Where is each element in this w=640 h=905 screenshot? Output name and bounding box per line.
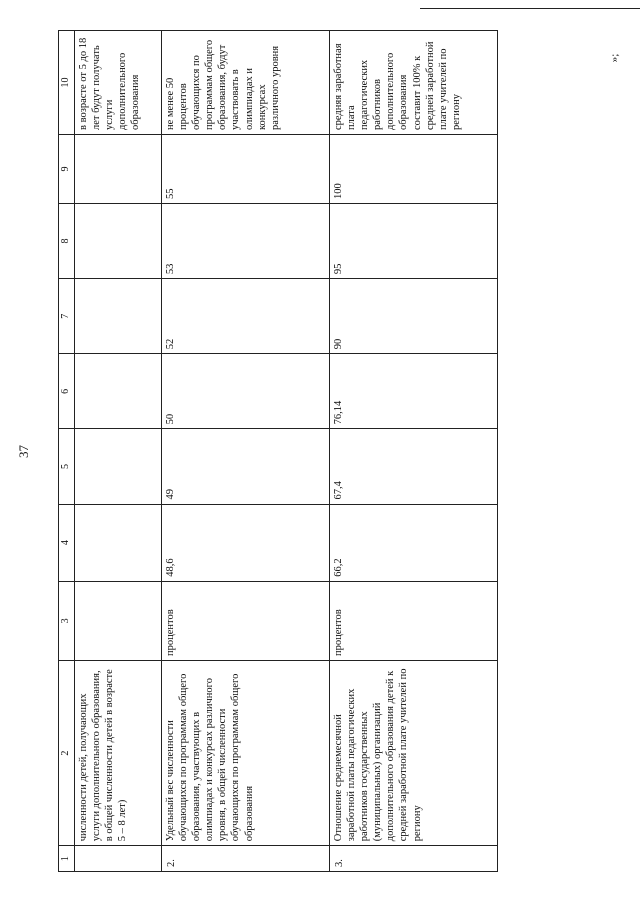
row-number: 3.: [329, 846, 497, 872]
closing-quote-mark: »;: [608, 53, 621, 63]
value-col-4: 48,6: [161, 504, 329, 581]
value-col-5: 49: [161, 429, 329, 504]
expected-result: не менее 50 процентов обучающихся по программам общего образования, будут участвовать в олимпиадах и конкурсах различного уровня: [161, 31, 329, 135]
table-row: [329, 31, 497, 872]
expected-result: средняя заработная плата педагогических работников дополнительного образования составит 100% к средней заработной плате учителей по региону: [329, 31, 497, 135]
rotated-table-area: [16, 30, 498, 872]
header-col-3: 3: [59, 581, 75, 660]
value-col-5: 67,4: [329, 429, 497, 504]
value-col-6: [74, 354, 161, 429]
indicator-name: численности детей, получающих услуги дополнительного образования, в общей численности детей в возрасте 5 – 8 лет): [74, 660, 161, 845]
value-col-6: 50: [161, 354, 329, 429]
table-row: [74, 31, 161, 872]
indicators-table: [58, 30, 498, 872]
row-number: [74, 846, 161, 872]
value-col-8: 53: [161, 203, 329, 278]
unit: [74, 581, 161, 660]
header-col-7: 7: [59, 279, 75, 354]
value-col-8: 95: [329, 203, 497, 278]
value-col-7: 90: [329, 279, 497, 354]
value-col-9: 100: [329, 135, 497, 204]
header-col-2: 2: [59, 660, 75, 845]
header-col-5: 5: [59, 429, 75, 504]
value-col-9: 55: [161, 135, 329, 204]
header-row: [59, 31, 75, 872]
unit: процентов: [329, 581, 497, 660]
top-border-line: [420, 8, 640, 9]
value-col-9: [74, 135, 161, 204]
value-col-7: 52: [161, 279, 329, 354]
header-col-9: 9: [59, 135, 75, 204]
header-col-1: 1: [59, 846, 75, 872]
table-row: [161, 31, 329, 872]
header-col-8: 8: [59, 203, 75, 278]
header-col-4: 4: [59, 504, 75, 581]
value-col-4: [74, 504, 161, 581]
indicator-name: Отношение среднемесячной заработной платы педагогических работников государственных (муниципальных) организаций дополнительного образования детей к средней заработной плате учителей по региону: [329, 660, 497, 845]
value-col-5: [74, 429, 161, 504]
indicator-name: Удельный вес численности обучающихся по программам общего образования, участвующих в олимпиадах и конкурсах различного уровня, в общей численности обучающихся по программам общего образования: [161, 660, 329, 845]
header-col-10: 10: [59, 31, 75, 135]
value-col-7: [74, 279, 161, 354]
row-number: 2.: [161, 846, 329, 872]
value-col-8: [74, 203, 161, 278]
unit: процентов: [161, 581, 329, 660]
expected-result: в возрасте от 5 до 18 лет будут получать услуги дополнительного образования: [74, 31, 161, 135]
value-col-4: 66,2: [329, 504, 497, 581]
page-number: 37: [16, 445, 31, 458]
value-col-6: 76,14: [329, 354, 497, 429]
header-col-6: 6: [59, 354, 75, 429]
